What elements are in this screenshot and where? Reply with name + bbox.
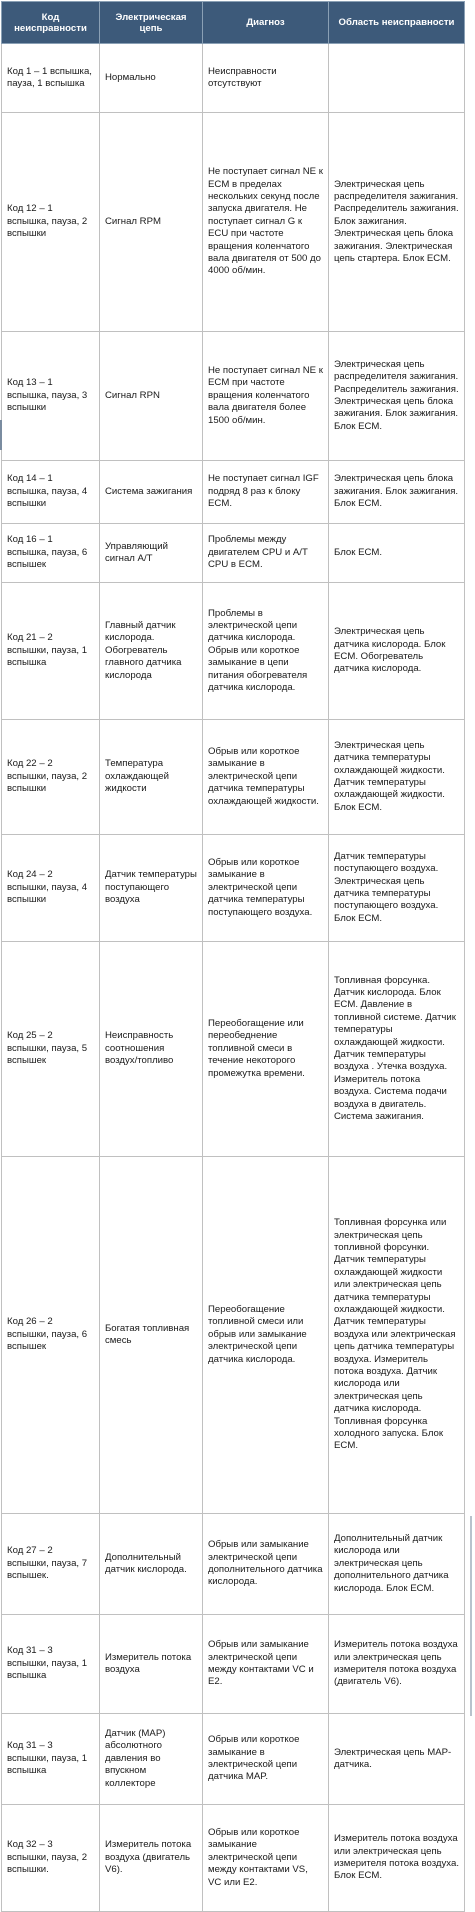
cell-circuit: Датчик температуры поступающего воздуха	[100, 835, 203, 942]
table-row	[2, 583, 465, 720]
cell-diagnosis: Обрыв или замыкание электрической цепи между контактами VC и E2.	[203, 1615, 329, 1714]
cell-code: Код 26 – 2 вспышки, пауза, 6 вспышек	[2, 1157, 100, 1514]
cell-circuit: Неисправность соотношения воздух/топливо	[100, 942, 203, 1157]
table-row	[2, 1805, 465, 1912]
table-row	[2, 720, 465, 835]
cell-code: Код 27 – 2 вспышки, пауза, 7 вспышек.	[2, 1514, 100, 1615]
cell-circuit: Измеритель потока воздуха (двигатель V6).	[100, 1805, 203, 1912]
cell-area: Топливная форсунка или электрическая цепь топливной форсунки. Датчик температуры охлаждающей жидкости или электрическая цепь датчика температуры охлаждающей жидкости. Датчик температуры воздуха или электрическая цепь датчика температуры воздуха. Измеритель потока воздуха. Датчик кислорода или электрическая цепь датчика кислорода. Топливная форсунка холодного запуска. Блок ECM.	[329, 1157, 465, 1514]
cell-diagnosis: Неисправности отсутствуют	[203, 44, 329, 113]
cell-circuit: Измеритель потока воздуха	[100, 1615, 203, 1714]
cell-diagnosis: Обрыв или короткое замыкание в электрической цепи датчика MAP.	[203, 1714, 329, 1805]
cell-area: Измеритель потока воздуха или электрическая цепь измерителя потока воздуха (двигатель V6).	[329, 1615, 465, 1714]
cell-code: Код 16 – 1 вспышка, пауза, 6 вспышек	[2, 524, 100, 583]
table-row	[2, 44, 465, 113]
cell-code: Код 31 – 3 вспышки, пауза, 1 вспышка	[2, 1615, 100, 1714]
cell-area: Электрическая цепь датчика температуры охлаждающей жидкости. Датчик температуры охлаждающей жидкости. Блок ECM.	[329, 720, 465, 835]
table-header-row	[2, 2, 465, 44]
cell-code: Код 21 – 2 вспышки, пауза, 1 вспышка	[2, 583, 100, 720]
cell-diagnosis: Переобогащение топливной смеси или обрыв или замыкание электрической цепи датчика кислорода.	[203, 1157, 329, 1514]
table-row	[2, 942, 465, 1157]
cell-code: Код 32 – 3 вспышки, пауза, 2 вспышки.	[2, 1805, 100, 1912]
header-circuit: Электрическая цепь	[100, 2, 203, 44]
cell-circuit: Дополнительный датчик кислорода.	[100, 1514, 203, 1615]
cell-area: Дополнительный датчик кислорода или электрическая цепь дополнительного датчика кислорода. Блок ECM.	[329, 1514, 465, 1615]
cell-diagnosis: Обрыв или короткое замыкание в электрической цепи датчика температуры охлаждающей жидкости.	[203, 720, 329, 835]
cell-circuit: Датчик (MAP) абсолютного давления во впускном коллекторе	[100, 1714, 203, 1805]
header-diagnosis: Диагноз	[203, 2, 329, 44]
cell-diagnosis: Переобогащение или переобеднение топливной смеси в течение некоторого промежутка времени.	[203, 942, 329, 1157]
table-row	[2, 524, 465, 583]
cell-area: Измеритель потока воздуха или электрическая цепь измерителя потока воздуха. Блок ECM.	[329, 1805, 465, 1912]
cell-diagnosis: Проблемы в электрической цепи датчика кислорода. Обрыв или короткое замыкание в цепи питания обогревателя датчика кислорода.	[203, 583, 329, 720]
table-row	[2, 835, 465, 942]
cell-circuit: Температура охлаждающей жидкости	[100, 720, 203, 835]
cell-diagnosis: Обрыв или короткое замыкание электрической цепи между контактами VS, VC или E2.	[203, 1805, 329, 1912]
left-edge-divider	[0, 420, 2, 450]
cell-code: Код 14 – 1 вспышка, пауза, 4 вспышки	[2, 461, 100, 524]
cell-area: Электрическая цепь блока зажигания. Блок зажигания. Блок ECM.	[329, 461, 465, 524]
cell-circuit: Система зажигания	[100, 461, 203, 524]
cell-code: Код 31 – 3 вспышки, пауза, 1 вспышка	[2, 1714, 100, 1805]
cell-circuit: Богатая топливная смесь	[100, 1157, 203, 1514]
table-row	[2, 1714, 465, 1805]
cell-diagnosis: Не поступает сигнал IGF подряд 8 раз к блоку ECM.	[203, 461, 329, 524]
table-row	[2, 332, 465, 461]
table-row	[2, 1615, 465, 1714]
table-row	[2, 1514, 465, 1615]
cell-diagnosis: Обрыв или короткое замыкание в электрической цепи датчика температуры поступающего воздуха.	[203, 835, 329, 942]
cell-area: Электрическая цепь датчика кислорода. Блок ECM. Обогреватель датчика кислорода.	[329, 583, 465, 720]
cell-code: Код 13 – 1 вспышка, пауза, 3 вспышки	[2, 332, 100, 461]
cell-area: Электрическая цепь распределителя зажигания. Распределитель зажигания. Блок зажигания. Электрическая цепь блока зажигания. Электрическая цепь стартера. Блок ECM.	[329, 113, 465, 332]
cell-circuit: Сигнал RPM	[100, 113, 203, 332]
cell-code: Код 1 – 1 вспышка, пауза, 1 вспышка	[2, 44, 100, 113]
cell-area: Топливная форсунка. Датчик кислорода. Блок ECM. Давление в топливной системе. Датчик температуры охлаждающей жидкости. Датчик температуры воздуха . Утечка воздуха. Измеритель потока воздуха. Система подачи воздуха в двигатель. Система зажигания.	[329, 942, 465, 1157]
cell-diagnosis: Не поступает сигнал NE к ECM при частоте вращения коленчатого вала двигателя более 1500 об/мин.	[203, 332, 329, 461]
cell-circuit: Управляющий сигнал A/T	[100, 524, 203, 583]
table-row	[2, 1157, 465, 1514]
cell-circuit: Сигнал RPN	[100, 332, 203, 461]
header-area: Область неисправности	[329, 2, 465, 44]
cell-circuit: Главный датчик кислорода. Обогреватель главного датчика кислорода	[100, 583, 203, 720]
right-edge-divider	[470, 1516, 472, 1716]
header-code: Код неисправности	[2, 2, 100, 44]
cell-area	[329, 44, 465, 113]
fault-code-table	[1, 1, 465, 1912]
cell-diagnosis: Проблемы между двигателем CPU и A/T CPU в ECM.	[203, 524, 329, 583]
table-row	[2, 461, 465, 524]
cell-code: Код 24 – 2 вспышки, пауза, 4 вспышки	[2, 835, 100, 942]
cell-diagnosis: Не поступает сигнал NE к ECM в пределах нескольких секунд после запуска двигателя. Не поступает сигнал G к ECU при частоте вращения коленчатого вала двигателя от 500 до 4000 об/мин.	[203, 113, 329, 332]
cell-area: Электрическая цепь распределителя зажигания. Распределитель зажигания. Электрическая цепь блока зажигания. Блок зажигания. Блок ECM.	[329, 332, 465, 461]
fault-code-table-container	[1, 1, 464, 1912]
cell-circuit: Нормально	[100, 44, 203, 113]
cell-area: Блок ECM.	[329, 524, 465, 583]
cell-code: Код 12 – 1 вспышка, пауза, 2 вспышки	[2, 113, 100, 332]
cell-code: Код 25 – 2 вспышки, пауза, 5 вспышек	[2, 942, 100, 1157]
cell-area: Датчик температуры поступающего воздуха. Электрическая цепь датчика температуры поступающего воздуха. Блок ECM.	[329, 835, 465, 942]
cell-diagnosis: Обрыв или замыкание электрической цепи дополнительного датчика кислорода.	[203, 1514, 329, 1615]
table-row	[2, 113, 465, 332]
cell-code: Код 22 – 2 вспышки, пауза, 2 вспышки	[2, 720, 100, 835]
cell-area: Электрическая цепь MAP-датчика.	[329, 1714, 465, 1805]
